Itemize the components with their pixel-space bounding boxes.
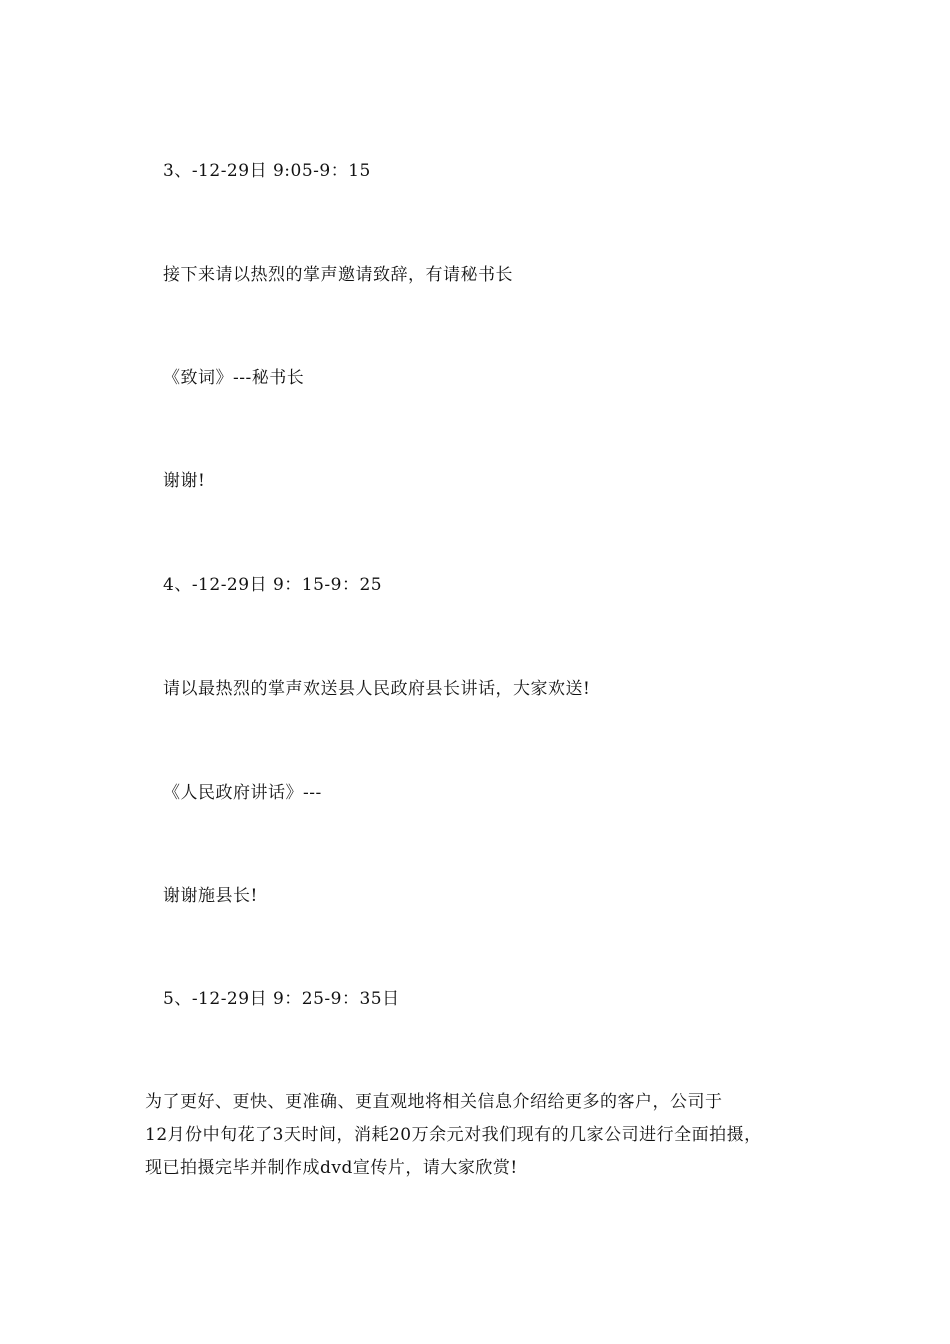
speech-title-secretary: 《致词》---秘书长 bbox=[163, 368, 305, 388]
schedule-item-3: 3、-12-29日 9:05-9：15 bbox=[163, 161, 371, 181]
schedule-item-5: 5、-12-29日 9：25-9：35日 bbox=[163, 989, 400, 1009]
paragraph-line: 为了更好、更快、更准确、更直观地将相关信息介绍给更多的客户，公司于 bbox=[145, 1092, 723, 1112]
thanks-county-head: 谢谢施县长! bbox=[163, 886, 258, 906]
paragraph-line: 12月份中旬花了3天时间，消耗20万余元对我们现有的几家公司进行全面拍摄， bbox=[145, 1125, 762, 1145]
paragraph-line: 现已拍摄完毕并制作成dvd宣传片，请大家欣赏! bbox=[145, 1158, 518, 1178]
speech-title-government: 《人民政府讲话》--- bbox=[163, 783, 322, 803]
video-intro-paragraph bbox=[145, 1086, 825, 1185]
welcome-text: 请以最热烈的掌声欢送县人民政府县长讲话，大家欢送! bbox=[163, 679, 591, 699]
thanks-text: 谢谢! bbox=[163, 471, 206, 491]
schedule-item-4: 4、-12-29日 9：15-9：25 bbox=[163, 575, 383, 595]
invitation-text: 接下来请以热烈的掌声邀请致辞，有请秘书长 bbox=[163, 265, 513, 285]
